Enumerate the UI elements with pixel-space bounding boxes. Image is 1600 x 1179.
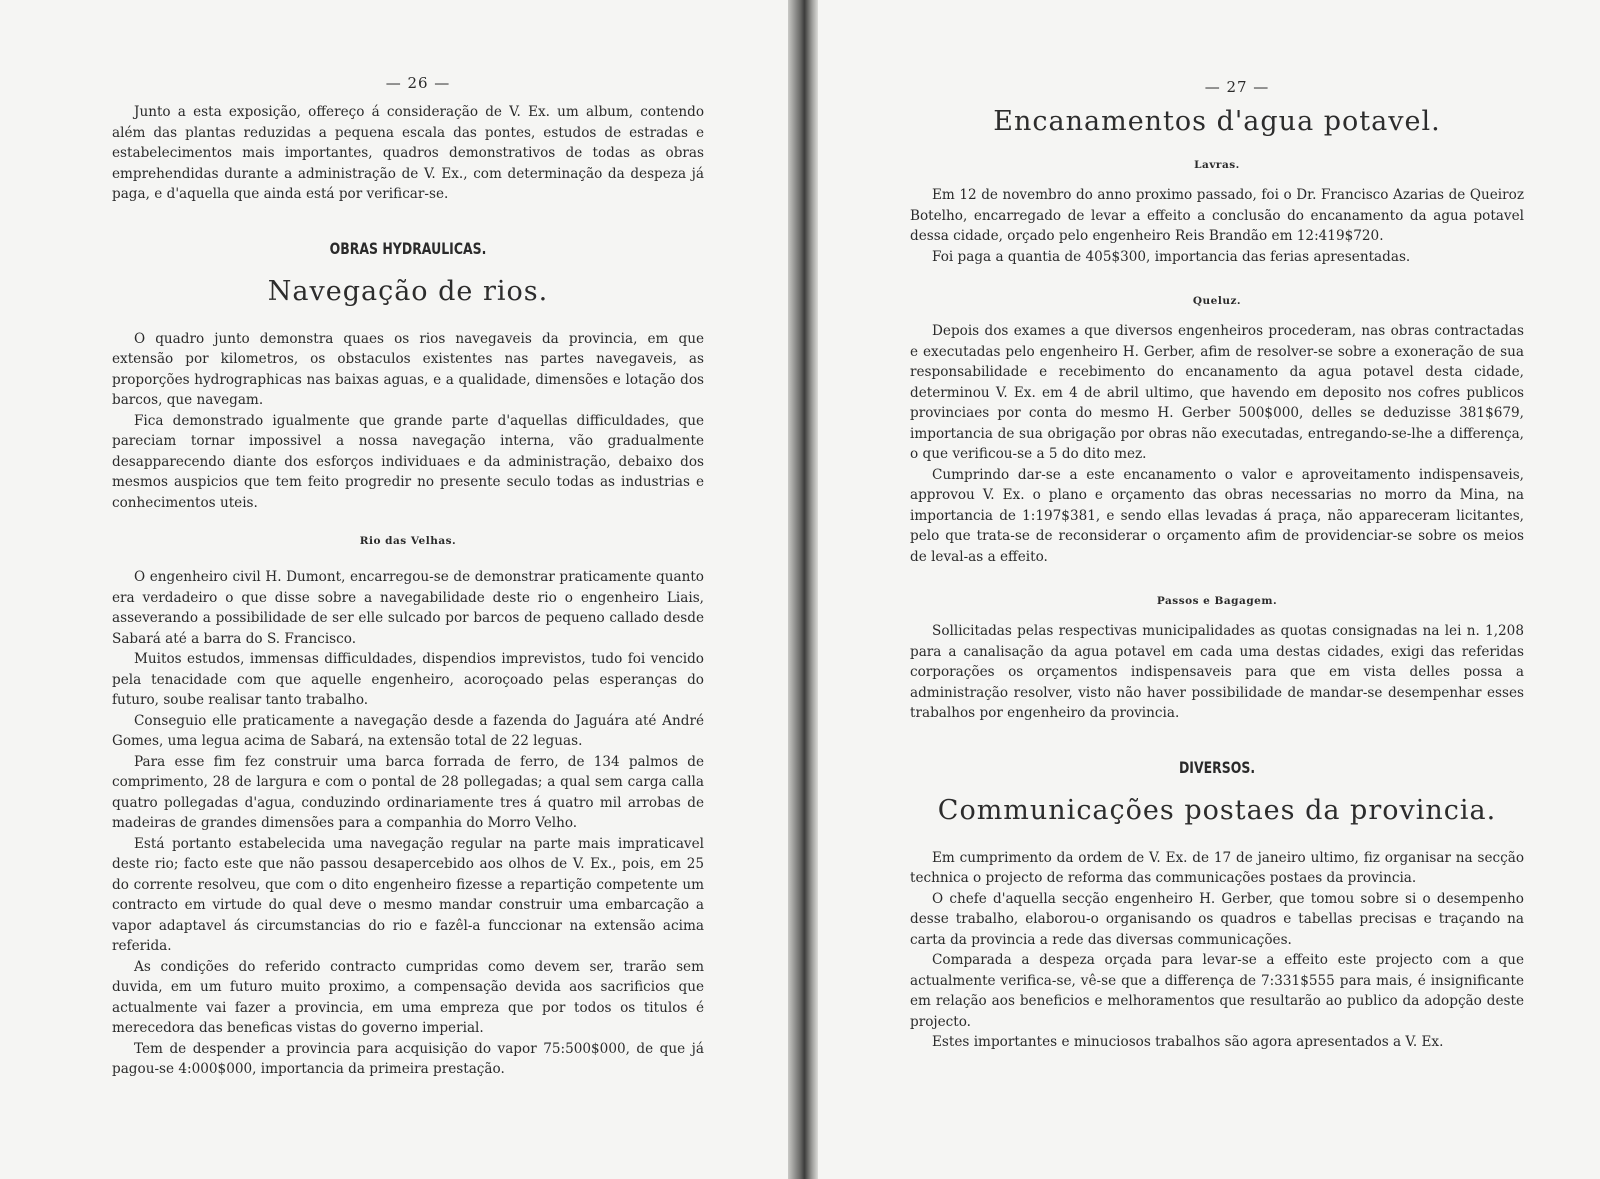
book-gutter (788, 0, 818, 1179)
lavras-paragraph: Em 12 de novembro do anno proximo passado, foi o Dr. Francisco Azarias de Queiroz Botelho, encarregado de levar a effeito a conclusão do encanamento da agua potavel dessa cidade, orçado pelo engenheiro Reis Brandão em 12:419$720. (910, 187, 1524, 244)
page-number-26: — 26 — (385, 74, 451, 92)
rio-paragraph: As condições do referido contracto cumpridas como devem ser, trarão sem duvida, em um futuro muito proximo, a compensação devida aos sacrificios que actualmente vai fazer a provincia, em uma empreza que por todos os titulos é merecedora das beneficas vistas do governo imperial. (112, 958, 704, 1036)
subheading-passos-e-bagagem: Passos e Bagagem. (1156, 595, 1278, 607)
rio-paragraph: Tem de despender a provincia para acquisição do vapor 75:500$000, de que já pagou-se 4:000$000, importancia da primeira prestação. (112, 1040, 704, 1077)
rio-paragraph: Está portanto estabelecida uma navegação regular na parte mais impraticavel deste rio; facto este que não passou desapercebido aos olhos de V. Ex., pois, em 25 do corrente resolveu, que com o dito engenheiro fizesse a repartição competente um contracto em virtude do qual deve o mesmo mandar construir uma embarcação a vapor adaptavel ás circumstancias do rio e fazêl-a funccionar na extensão acima referida. (112, 835, 704, 954)
rio-paragraph: Para esse fim fez construir uma barca forrada de ferro, de 134 palmos de comprimento, 28 de largura e com o pontal de 28 pollegadas; a qual sem carga calla quatro pollegadas d'agua, conduzindo ordinariamente tres á quatro mil arrobas de madeiras de grandes dimensões para a companhia do Morro Velho. (112, 753, 704, 831)
right-page (818, 0, 1600, 1179)
section-heading-diversos: DIVERSOS. (1178, 757, 1256, 777)
queluz-paragraph: Depois dos exames a que diversos engenheiros procederam, nas obras contractadas e executadas pelo engenheiro H. Gerber, afim de resolver-se sobre a exoneração de sua responsabilidade e recebimento do encanamento da agua potavel desta cidade, determinou V. Ex. em 4 de abril ultimo, que havendo em deposito nos cofres publicos provinciaes por conta do mesmo H. Gerber 500$000, delles se deduzisse 381$679, importancia de sua obrigação por obras não executadas, entregando-se-lhe a differença, o que verificou-se a 5 do dito mez. (910, 323, 1524, 462)
queluz-paragraph: Cumprindo dar-se a este encanamento o valor e aproveitamento indispensaveis, approvou V. Ex. o plano e orçamento das obras necessarias no morro da Mina, na importancia de 1:197$381, e sendo ellas levadas á praça, não appareceram licitantes, pelo que trata-se de reconsiderar o orçamento afim de providenciar-se sobre os meios de leval-as a effeito. (910, 466, 1524, 565)
rio-paragraph: Conseguio elle praticamente a navegação desde a fazenda do Jaguára até André Gomes, uma legua acima de Sabará, na extensão total de 22 leguas. (112, 712, 704, 749)
section-heading-obras-hydraulicas: OBRAS HYDRAULICAS. (329, 238, 487, 258)
section-title-encanamentos: Encanamentos d'agua potavel. (993, 106, 1441, 137)
communic-paragraph: O chefe d'aquella secção engenheiro H. Gerber, que tomou sobre si o desempenho desse trabalho, elaborou-o organisando os quadros e tabellas precisas e traçando na carta da provincia a rede das diversas communicações. (910, 890, 1524, 948)
rio-paragraph: Muitos estudos, immensas difficuldades, dispendios imprevistos, tudo foi vencido pela tenacidade com que aquelle engenheiro, acoroçoado pelas esperanças do futuro, soube realisar tanto trabalho. (112, 651, 704, 708)
subheading-lavras: Lavras. (1194, 159, 1240, 171)
communic-paragraph: Estes importantes e minuciosos trabalhos são agora apresentados a V. Ex. (932, 1034, 1444, 1050)
nav-paragraph: O quadro junto demonstra quaes os rios navegaveis da provincia, em que extensão por kilometros, os obstaculos existentes nas partes navegaveis, as proporções hydrographicas nas baixas aguas, e a qualidade, dimensões e lotação dos barcos, que navegam. (112, 330, 704, 408)
subheading-queluz: Queluz. (1192, 295, 1242, 307)
nav-paragraph: Fica demonstrado igualmente que grande parte d'aquellas difficuldades, que pareciam tornar impossivel a nossa navegação interna, vão gradualmente desapparecendo diante dos esforços individuaes e da administração, debaixo dos mesmos auspicios que tem feito progredir no presente seculo todas as industrias e conhecimentos uteis. (112, 412, 704, 511)
page-number-27: — 27 — (1204, 78, 1270, 96)
lavras-paragraph: Foi paga a quantia de 405$300, importancia das ferias apresentadas. (932, 248, 1411, 265)
passos-paragraph: Sollicitadas pelas respectivas municipalidades as quotas consignadas na lei n. 1,208 para a canalisação da agua potavel em cada uma destas cidades, exigi das referidas corporações os orçamentos indispensaveis para que em vista delles possa a administração resolver, visto não haver possibilidade de mandar-se desempenhar esses trabalhos por engenheiro da provincia. (910, 623, 1524, 721)
section-title-navegacao: Navegação de rios. (267, 275, 549, 307)
intro-paragraph: Junto a esta exposição, offereço á consideração de V. Ex. um album, contendo além das plantas reduzidas a pequena escala das pontes, estudos de estradas e estabelecimentos mais importantes, quadros demonstrativos de todas as obras emprehendidas durante a administração de V. Ex., com determinação da despeza já paga, e d'aquella que ainda está por verificar-se. (112, 104, 704, 202)
subheading-rio-das-velhas: Rio das Velhas. (359, 535, 457, 547)
section-title-communicacoes: Communicações postaes da provincia. (937, 794, 1497, 826)
rio-paragraph: O engenheiro civil H. Dumont, encarregou-se de demonstrar praticamente quanto era verdadeiro o que disse sobre a navegabilidade deste rio o engenheiro Liais, asseverando a possibilidade de ser elle sulcado por barcos de pequeno callado desde Sabará até a barra do S. Francisco. (112, 569, 704, 647)
communic-paragraph: Comparada a despeza orçada para levar-se a effeito este projecto com a que actualmente verifica-se, vê-se que a differença de 7:331$555 para mais, é insignificante em relação aos beneficios e melhoramentos que resultarão ao publico da adopção deste projecto. (910, 952, 1524, 1030)
communic-paragraph: Em cumprimento da ordem de V. Ex. de 17 de janeiro ultimo, fiz organisar na secção technica o projecto de reforma das communicações postaes da provincia. (910, 849, 1524, 886)
